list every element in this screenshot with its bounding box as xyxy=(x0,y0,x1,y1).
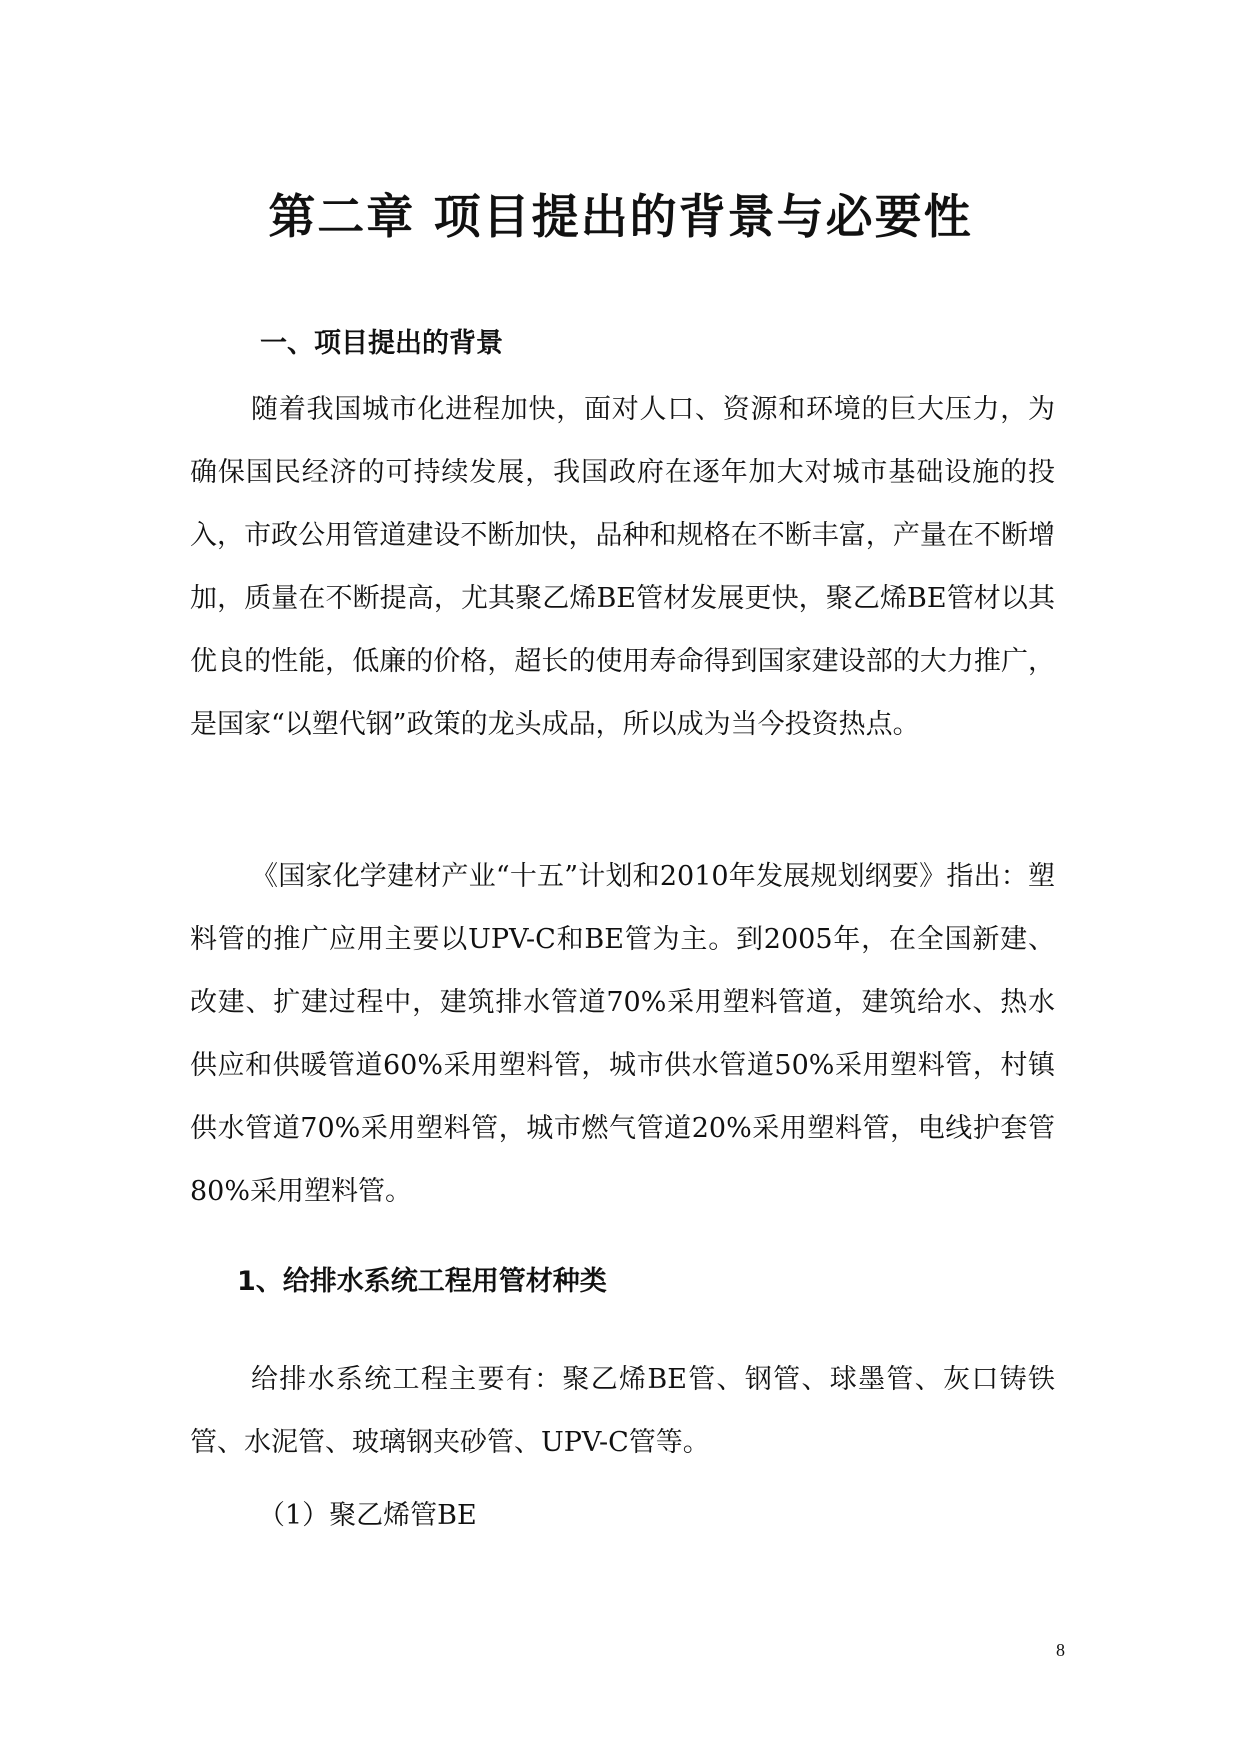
page-number: 8 xyxy=(1056,1640,1065,1660)
subsection-heading: 1、给排水系统工程用管材种类 xyxy=(237,1266,607,1297)
pipe-types-paragraph: 给排水系统工程主要有：聚乙烯BE管、钢管、球墨管、灰口铸铁管、水泥管、玻璃钢夹砂管、UPV-C管等。 xyxy=(190,1364,1055,1458)
chapter-title: 第二章 项目提出的背景与必要性 xyxy=(268,190,973,245)
background-paragraph: 随着我国城市化进程加快，面对人口、资源和环境的巨大压力，为确保国民经济的可持续发展，我国政府在逐年加大对城市基础设施的投入，市政公用管道建设不断加快，品种和规格在不断丰富，产量在不断增加，质量在不断提高，尤其聚乙烯BE管材发展更快，聚乙烯BE管材以其优良的性能，低廉的价格，超长的使用寿命得到国家建设部的大力推广，是国家“以塑代钢”政策的龙头成品，所以成为当今投资热点。 xyxy=(190,394,1055,740)
section-heading: 一、项目提出的背景 xyxy=(260,328,503,359)
list-item-pe-pipe: （1）聚乙烯管BE xyxy=(258,1500,477,1531)
policy-paragraph: 《国家化学建材产业“十五”计划和2010年发展规划纲要》指出：塑料管的推广应用主要以UPV-C和BE管为主。到2005年，在全国新建、改建、扩建过程中，建筑排水管道70%采用塑料管道，建筑给水、热水供应和供暖管道60%采用塑料管，城市供水管道50%采用塑料管，村镇供水管道70%采用塑料管，城市燃气管道20%采用塑料管，电线护套管80%采用塑料管。 xyxy=(190,861,1055,1207)
